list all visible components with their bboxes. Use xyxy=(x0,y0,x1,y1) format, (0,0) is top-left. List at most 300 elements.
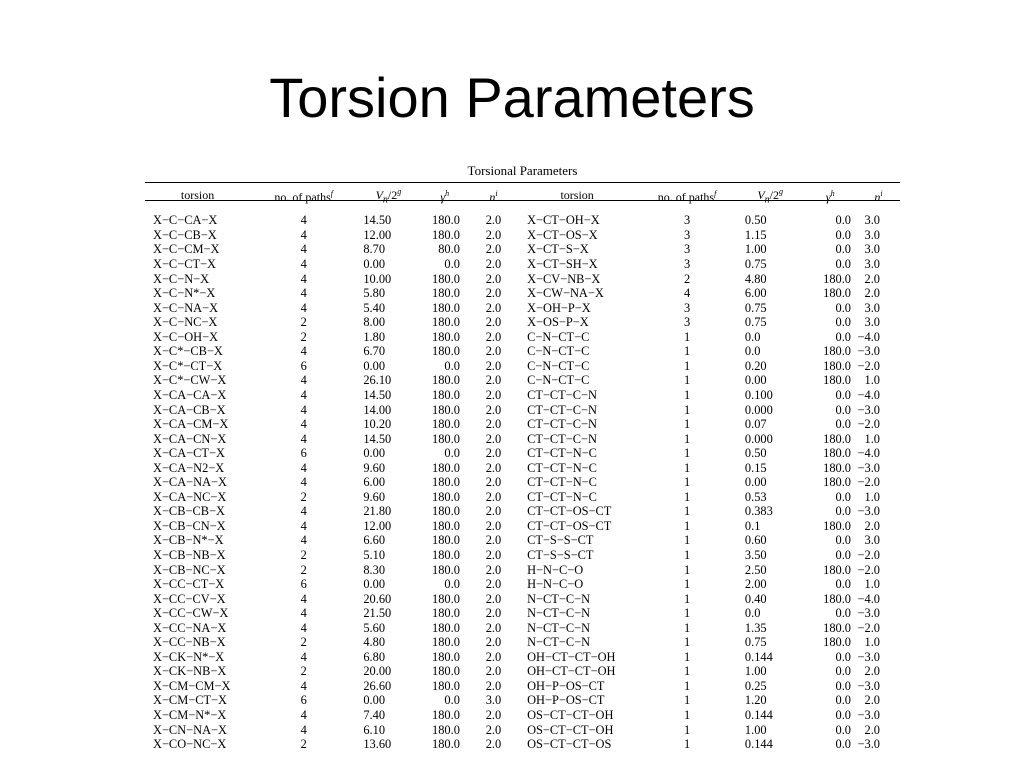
vn-cell: 14.50 xyxy=(363,213,392,228)
n-cell: 2.0 xyxy=(485,402,502,417)
paths-cell: 4 xyxy=(300,387,307,402)
gamma-cell: 0.0 xyxy=(444,693,460,708)
paths-cell: 2 xyxy=(300,737,307,752)
vn-cell: 1.00 xyxy=(744,664,767,679)
gamma-cell: 0.0 xyxy=(835,664,852,679)
paths-cell: 1 xyxy=(683,591,691,606)
torsion-cell: OS−CT−CT−OH xyxy=(527,707,614,722)
paths-cell: 2 xyxy=(300,562,307,577)
table-row xyxy=(145,533,900,548)
paths-cell: 4 xyxy=(300,373,307,388)
n-cell: 2.0 xyxy=(485,213,502,228)
n-cell: −4.0 xyxy=(857,591,880,606)
torsion-cell: H−N−C−O xyxy=(527,562,584,577)
torsion-cell: N−CT−C−N xyxy=(527,620,591,635)
torsion-cell: X−C−OH−X xyxy=(153,329,219,344)
gamma-cell: 180.0 xyxy=(432,678,460,693)
n-cell: 2.0 xyxy=(485,475,502,490)
paths-cell: 2 xyxy=(300,635,307,650)
table-row xyxy=(145,344,900,359)
vn-cell: 6.60 xyxy=(363,533,386,548)
gamma-cell: 180.0 xyxy=(432,547,460,562)
vn-cell: 0.15 xyxy=(744,460,767,475)
vn-cell: 0.383 xyxy=(744,504,773,519)
torsion-cell: X−CM−CT−X xyxy=(153,693,227,708)
paths-cell: 1 xyxy=(683,417,691,432)
torsion-cell: X−C−CM−X xyxy=(153,242,220,257)
table-row xyxy=(145,519,900,534)
torsion-cell: X−CC−NA−X xyxy=(153,620,227,635)
vn-cell: 0.100 xyxy=(744,387,773,402)
gamma-cell: 180.0 xyxy=(432,286,460,301)
gamma-cell: 180.0 xyxy=(432,562,460,577)
table-row xyxy=(145,592,900,607)
n-cell: 2.0 xyxy=(485,300,502,315)
paths-cell: 1 xyxy=(683,707,691,722)
n-cell: 2.0 xyxy=(864,271,880,286)
paths-cell: 2 xyxy=(300,315,307,330)
torsion-cell: CT−CT−C−N xyxy=(527,431,597,446)
table-row xyxy=(145,373,900,388)
gamma-cell: 180.0 xyxy=(823,591,852,606)
torsion-cell: OH−P−OS−CT xyxy=(527,678,605,693)
torsion-cell: OS−CT−CT−OH xyxy=(527,722,614,737)
gamma-cell: 0.0 xyxy=(835,329,852,344)
torsion-cell: C−N−CT−C xyxy=(527,373,590,388)
gamma-cell: 180.0 xyxy=(432,402,460,417)
paths-cell: 4 xyxy=(300,271,307,286)
gamma-cell: 180.0 xyxy=(823,344,852,359)
n-cell: 2.0 xyxy=(864,518,880,533)
gamma-cell: 0.0 xyxy=(835,402,852,417)
gamma-cell: 180.0 xyxy=(432,271,460,286)
paths-cell: 1 xyxy=(683,329,691,344)
paths-cell: 4 xyxy=(300,591,307,606)
torsion-cell: X−CT−S−X xyxy=(527,242,589,257)
vn-cell: 14.50 xyxy=(363,387,392,402)
torsion-cell: X−C−NC−X xyxy=(153,315,218,330)
vn-cell: 7.40 xyxy=(363,707,386,722)
torsion-cell: X−C−NA−X xyxy=(153,300,219,315)
vn-cell: 2.50 xyxy=(744,562,767,577)
paths-cell: 4 xyxy=(300,460,307,475)
n-cell: 2.0 xyxy=(485,387,502,402)
paths-cell: 4 xyxy=(300,722,307,737)
n-cell: 3.0 xyxy=(864,533,880,548)
paths-cell: 1 xyxy=(683,460,691,475)
table-row xyxy=(145,286,900,301)
header-torsion: torsion xyxy=(180,188,215,203)
gamma-cell: 180.0 xyxy=(432,664,460,679)
vn-cell: 0.20 xyxy=(744,358,767,373)
table-row xyxy=(145,737,900,752)
n-cell: −3.0 xyxy=(857,678,880,693)
table-row xyxy=(145,621,900,636)
n-cell: 2.0 xyxy=(485,737,502,752)
torsion-cell: X−CN−NA−X xyxy=(153,722,227,737)
torsion-cell: X−C*−CB−X xyxy=(153,344,223,359)
n-cell: −4.0 xyxy=(857,387,880,402)
vn-cell: 6.70 xyxy=(363,344,386,359)
table-body xyxy=(145,208,900,751)
torsion-cell: OH−CT−CT−OH xyxy=(527,664,616,679)
n-cell: 2.0 xyxy=(485,678,502,693)
n-cell: 2.0 xyxy=(485,489,502,504)
n-cell: −3.0 xyxy=(857,649,880,664)
n-cell: 3.0 xyxy=(864,257,880,272)
torsion-cell: X−OH−P−X xyxy=(527,300,591,315)
vn-cell: 0.40 xyxy=(744,591,767,606)
n-cell: 2.0 xyxy=(485,460,502,475)
table-row xyxy=(145,432,900,447)
n-cell: −2.0 xyxy=(857,620,880,635)
gamma-cell: 180.0 xyxy=(432,489,460,504)
n-cell: 2.0 xyxy=(485,242,502,257)
paths-cell: 4 xyxy=(300,475,307,490)
vn-cell: 5.80 xyxy=(363,286,386,301)
n-cell: 2.0 xyxy=(485,606,502,621)
paths-cell: 4 xyxy=(300,504,307,519)
header-n: $n^i$ xyxy=(489,189,498,205)
vn-cell: 0.000 xyxy=(744,431,773,446)
paths-cell: 3 xyxy=(683,227,691,242)
gamma-cell: 180.0 xyxy=(432,387,460,402)
gamma-cell: 180.0 xyxy=(823,635,852,650)
paths-cell: 1 xyxy=(683,635,691,650)
gamma-cell: 0.0 xyxy=(835,707,852,722)
paths-cell: 1 xyxy=(683,664,691,679)
gamma-cell: 0.0 xyxy=(835,577,852,592)
n-cell: 2.0 xyxy=(485,649,502,664)
paths-cell: 4 xyxy=(300,518,307,533)
n-cell: 2.0 xyxy=(485,664,502,679)
torsion-cell: N−CT−C−N xyxy=(527,606,591,621)
table-row xyxy=(145,475,900,490)
torsion-cell: X−C*−CT−X xyxy=(153,358,223,373)
torsion-cell: X−CA−N2−X xyxy=(153,460,225,475)
torsion-cell: X−CA−CM−X xyxy=(153,417,229,432)
vn-cell: 0.0 xyxy=(744,606,761,621)
gamma-cell: 0.0 xyxy=(835,315,852,330)
n-cell: 1.0 xyxy=(864,635,880,650)
n-cell: 2.0 xyxy=(485,620,502,635)
torsion-cell: X−CC−CW−X xyxy=(153,606,229,621)
gamma-cell: 180.0 xyxy=(823,475,852,490)
torsion-cell: CT−CT−C−N xyxy=(527,417,597,432)
vn-cell: 0.07 xyxy=(744,417,767,432)
n-cell: −3.0 xyxy=(857,606,880,621)
table-row xyxy=(145,208,900,228)
table-row xyxy=(145,708,900,723)
vn-cell: 0.00 xyxy=(744,475,767,490)
table-row xyxy=(145,548,900,563)
torsion-cell: CT−CT−N−C xyxy=(527,460,597,475)
torsion-cell: X−CA−CN−X xyxy=(153,431,227,446)
gamma-cell: 180.0 xyxy=(432,213,460,228)
paths-cell: 1 xyxy=(683,533,691,548)
vn-cell: 2.00 xyxy=(744,577,767,592)
paths-cell: 1 xyxy=(683,504,691,519)
paths-cell: 4 xyxy=(300,257,307,272)
n-cell: 1.0 xyxy=(864,577,880,592)
gamma-cell: 180.0 xyxy=(432,344,460,359)
gamma-cell: 180.0 xyxy=(432,707,460,722)
gamma-cell: 180.0 xyxy=(823,431,852,446)
torsion-cell: X−CB−CB−X xyxy=(153,504,225,519)
n-cell: 2.0 xyxy=(485,446,502,461)
vn-cell: 6.00 xyxy=(744,286,767,301)
gamma-cell: 180.0 xyxy=(432,722,460,737)
parameters-grid xyxy=(145,183,900,752)
vn-cell: 0.0 xyxy=(744,329,761,344)
n-cell: 2.0 xyxy=(485,591,502,606)
vn-cell: 0.00 xyxy=(363,446,386,461)
gamma-cell: 180.0 xyxy=(432,635,460,650)
header-paths: no. of paths$^f$ xyxy=(274,189,333,205)
gamma-cell: 180.0 xyxy=(823,446,852,461)
gamma-cell: 0.0 xyxy=(835,678,852,693)
paths-cell: 1 xyxy=(683,693,691,708)
vn-cell: 8.70 xyxy=(363,242,386,257)
gamma-cell: 0.0 xyxy=(835,417,852,432)
n-cell: −3.0 xyxy=(857,402,880,417)
paths-cell: 4 xyxy=(300,606,307,621)
paths-cell: 4 xyxy=(300,344,307,359)
gamma-cell: 0.0 xyxy=(835,722,852,737)
torsion-cell: X−CA−CA−X xyxy=(153,387,227,402)
torsion-cell: X−CA−NC−X xyxy=(153,489,227,504)
paths-cell: 4 xyxy=(300,649,307,664)
paths-cell: 2 xyxy=(683,271,691,286)
gamma-cell: 180.0 xyxy=(432,431,460,446)
table-row xyxy=(145,606,900,621)
n-cell: 2.0 xyxy=(485,315,502,330)
paths-cell: 4 xyxy=(300,620,307,635)
vn-cell: 0.144 xyxy=(744,737,773,752)
paths-cell: 2 xyxy=(300,664,307,679)
gamma-cell: 180.0 xyxy=(432,533,460,548)
gamma-cell: 180.0 xyxy=(823,620,852,635)
torsion-cell: X−CM−CM−X xyxy=(153,678,231,693)
torsion-cell: OH−CT−CT−OH xyxy=(527,649,616,664)
table-row xyxy=(145,330,900,345)
paths-cell: 1 xyxy=(683,475,691,490)
torsion-cell: CT−CT−N−C xyxy=(527,446,597,461)
gamma-cell: 180.0 xyxy=(823,271,852,286)
vn-cell: 6.10 xyxy=(363,722,386,737)
vn-cell: 14.00 xyxy=(363,402,392,417)
n-cell: 2.0 xyxy=(485,577,502,592)
vn-cell: 6.80 xyxy=(363,649,386,664)
gamma-cell: 0.0 xyxy=(835,213,852,228)
vn-cell: 6.00 xyxy=(363,475,386,490)
vn-cell: 12.00 xyxy=(363,227,392,242)
vn-cell: 8.30 xyxy=(363,562,386,577)
table-row xyxy=(145,228,900,243)
torsion-cell: X−C*−CW−X xyxy=(153,373,227,388)
vn-cell: 1.15 xyxy=(744,227,767,242)
vn-cell: 0.50 xyxy=(744,213,767,228)
paths-cell: 3 xyxy=(683,315,691,330)
vn-cell: 0.0 xyxy=(744,344,761,359)
gamma-cell: 0.0 xyxy=(835,489,852,504)
n-cell: −2.0 xyxy=(857,358,880,373)
paths-cell: 2 xyxy=(300,547,307,562)
vn-cell: 20.00 xyxy=(363,664,392,679)
n-cell: 2.0 xyxy=(864,286,880,301)
vn-cell: 0.000 xyxy=(744,402,773,417)
vn-cell: 0.144 xyxy=(744,649,773,664)
torsion-cell: X−CB−NC−X xyxy=(153,562,226,577)
vn-cell: 0.00 xyxy=(363,577,386,592)
torsion-cell: X−CT−OH−X xyxy=(527,213,600,228)
gamma-cell: 180.0 xyxy=(432,737,460,752)
vn-cell: 5.60 xyxy=(363,620,386,635)
gamma-cell: 0.0 xyxy=(835,693,852,708)
n-cell: 3.0 xyxy=(864,213,880,228)
torsion-cell: OH−P−OS−CT xyxy=(527,693,605,708)
n-cell: −3.0 xyxy=(857,737,880,752)
vn-cell: 0.53 xyxy=(744,489,767,504)
n-cell: 2.0 xyxy=(485,518,502,533)
table-row xyxy=(145,301,900,316)
n-cell: 2.0 xyxy=(485,271,502,286)
paths-cell: 6 xyxy=(300,446,307,461)
gamma-cell: 180.0 xyxy=(432,649,460,664)
n-cell: 2.0 xyxy=(485,257,502,272)
torsion-cell: X−CT−OS−X xyxy=(527,227,598,242)
gamma-cell: 0.0 xyxy=(444,358,460,373)
paths-cell: 4 xyxy=(300,227,307,242)
paths-cell: 1 xyxy=(683,387,691,402)
paths-cell: 1 xyxy=(683,344,691,359)
n-cell: −3.0 xyxy=(857,504,880,519)
n-cell: −2.0 xyxy=(857,475,880,490)
torsion-cell: X−CC−CV−X xyxy=(153,591,226,606)
torsion-cell: CT−CT−N−C xyxy=(527,489,597,504)
n-cell: 2.0 xyxy=(485,358,502,373)
paths-cell: 1 xyxy=(683,489,691,504)
paths-cell: 1 xyxy=(683,431,691,446)
table-row xyxy=(145,315,900,330)
vn-cell: 0.00 xyxy=(363,693,386,708)
n-cell: 3.0 xyxy=(864,227,880,242)
n-cell: 1.0 xyxy=(864,489,880,504)
gamma-cell: 0.0 xyxy=(835,533,852,548)
paths-cell: 1 xyxy=(683,358,691,373)
n-cell: −3.0 xyxy=(857,460,880,475)
paths-cell: 1 xyxy=(683,547,691,562)
gamma-cell: 180.0 xyxy=(823,562,852,577)
gamma-cell: 180.0 xyxy=(432,300,460,315)
n-cell: 2.0 xyxy=(485,329,502,344)
torsion-cell: X−CT−SH−X xyxy=(527,257,598,272)
vn-cell: 1.35 xyxy=(744,620,767,635)
n-cell: 1.0 xyxy=(864,431,880,446)
gamma-cell: 0.0 xyxy=(835,300,852,315)
n-cell: 2.0 xyxy=(485,431,502,446)
vn-cell: 0.25 xyxy=(744,678,767,693)
paths-cell: 3 xyxy=(683,300,691,315)
vn-cell: 13.60 xyxy=(363,737,392,752)
vn-cell: 14.50 xyxy=(363,431,392,446)
n-cell: 2.0 xyxy=(864,693,880,708)
header-torsion-2: torsion xyxy=(560,188,594,203)
table-row xyxy=(145,577,900,592)
vn-cell: 10.20 xyxy=(363,417,392,432)
n-cell: 2.0 xyxy=(485,373,502,388)
torsion-cell: X−CA−CB−X xyxy=(153,402,226,417)
gamma-cell: 0.0 xyxy=(444,577,460,592)
paths-cell: 4 xyxy=(300,402,307,417)
table-row xyxy=(145,403,900,418)
table-row xyxy=(145,272,900,287)
paths-cell: 1 xyxy=(683,606,691,621)
torsion-cell: X−CK−NB−X xyxy=(153,664,227,679)
vn-cell: 0.00 xyxy=(363,257,386,272)
gamma-cell: 180.0 xyxy=(432,518,460,533)
paths-cell: 1 xyxy=(683,373,691,388)
vn-cell: 0.75 xyxy=(744,300,767,315)
torsion-cell: CT−CT−N−C xyxy=(527,475,597,490)
gamma-cell: 180.0 xyxy=(432,504,460,519)
vn-cell: 26.10 xyxy=(363,373,392,388)
torsion-cell: CT−S−S−CT xyxy=(527,547,594,562)
vn-cell: 3.50 xyxy=(744,547,767,562)
vn-cell: 1.00 xyxy=(744,722,767,737)
torsion-cell: CT−CT−C−N xyxy=(527,402,597,417)
gamma-cell: 0.0 xyxy=(835,242,852,257)
paths-cell: 4 xyxy=(300,242,307,257)
torsion-cell: X−CC−NB−X xyxy=(153,635,226,650)
paths-cell: 1 xyxy=(683,562,691,577)
torsion-cell: CT−CT−C−N xyxy=(527,387,597,402)
paths-cell: 1 xyxy=(683,402,691,417)
gamma-cell: 0.0 xyxy=(444,446,460,461)
n-cell: 3.0 xyxy=(485,693,502,708)
table-row xyxy=(145,359,900,374)
torsion-cell: X−C−N*−X xyxy=(153,286,216,301)
torsion-cell: X−C−CA−X xyxy=(153,213,218,228)
table-row xyxy=(145,490,900,505)
torsion-cell: X−CB−CN−X xyxy=(153,518,226,533)
n-cell: 2.0 xyxy=(485,227,502,242)
header-row xyxy=(145,183,900,208)
gamma-cell: 0.0 xyxy=(835,547,852,562)
gamma-cell: 0.0 xyxy=(835,227,852,242)
torsion-cell: X−CA−CT−X xyxy=(153,446,225,461)
gamma-cell: 0.0 xyxy=(835,606,852,621)
gamma-cell: 0.0 xyxy=(835,737,852,752)
vn-cell: 0.75 xyxy=(744,257,767,272)
header-paths-2: no. of paths$^f$ xyxy=(657,189,717,205)
n-cell: −2.0 xyxy=(857,417,880,432)
paths-cell: 4 xyxy=(683,286,691,301)
torsion-cell: X−OS−P−X xyxy=(527,315,589,330)
header-gamma-2: $\gamma^h$ xyxy=(825,189,835,205)
torsion-cell: CT−CT−OS−CT xyxy=(527,518,612,533)
paths-cell: 1 xyxy=(683,518,691,533)
vn-cell: 0.1 xyxy=(744,518,761,533)
table-row xyxy=(145,257,900,272)
vn-cell: 0.00 xyxy=(363,358,386,373)
vn-cell: 5.10 xyxy=(363,547,386,562)
gamma-cell: 0.0 xyxy=(835,387,852,402)
vn-cell: 0.75 xyxy=(744,315,767,330)
paths-cell: 6 xyxy=(300,577,307,592)
vn-cell: 8.00 xyxy=(363,315,386,330)
gamma-cell: 180.0 xyxy=(823,518,852,533)
